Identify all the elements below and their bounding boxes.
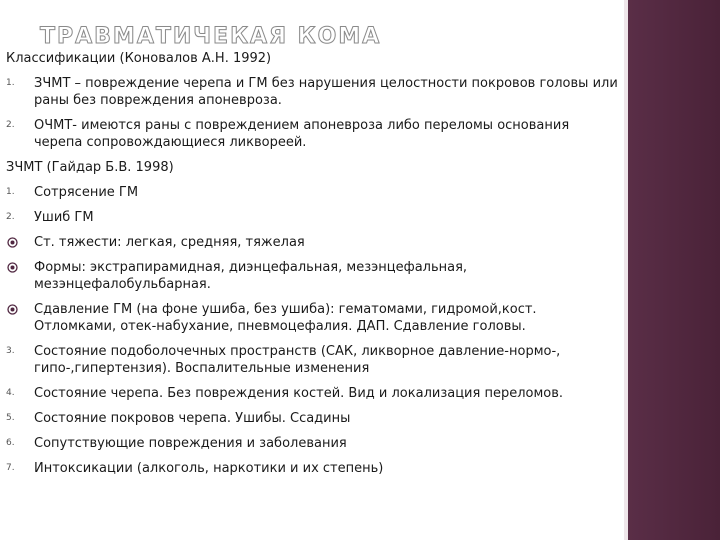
list-item <box>6 410 618 427</box>
list-item <box>6 385 618 402</box>
list-item <box>6 75 618 109</box>
section-heading-konovalov: Классификации (Коновалов А.Н. 1992) <box>6 51 272 66</box>
list-item-text: Формы: экстрапирамидная, диэнцефальная, мезэнцефальная, мезэнцефалобульбарная. <box>34 260 468 292</box>
section-heading-gaidar: ЗЧМТ (Гайдар Б.В. 1998) <box>6 160 174 175</box>
slide-content <box>6 50 618 485</box>
list-marker: 1. <box>6 187 15 197</box>
bullet-icon <box>7 304 18 315</box>
list-item-text: Состояние покровов черепа. Ушибы. Ссадины <box>34 411 351 426</box>
list-marker: 6. <box>6 438 15 448</box>
bullet-icon <box>7 237 18 248</box>
list-item-text: ОЧМТ- имеются раны с повреждением апоневроза либо переломы основания черепа сопровождающиеся ликвореей. <box>34 118 570 150</box>
list-item-text: Ст. тяжести: легкая, средняя, тяжелая <box>34 235 305 250</box>
bullet-icon <box>7 262 18 273</box>
list-item-text: ЗЧМТ – повреждение черепа и ГМ без нарушения целостности покровов головы или раны без повреждения апоневроза. <box>34 76 618 108</box>
list-item-text: Ушиб ГМ <box>34 210 94 225</box>
classification-list-gaidar <box>6 184 618 477</box>
list-marker: 2. <box>6 212 15 222</box>
list-marker: 2. <box>6 120 15 130</box>
list-item-text: Сотрясение ГМ <box>34 185 139 200</box>
list-item-text: Сопутствующие повреждения и заболевания <box>34 436 347 451</box>
classification-list-konovalov <box>6 75 618 151</box>
list-marker: 3. <box>6 346 15 356</box>
decorative-sidebar <box>628 0 720 540</box>
list-item-text: Интоксикации (алкоголь, наркотики и их степень) <box>34 461 384 476</box>
list-item <box>6 460 618 477</box>
list-item <box>6 209 618 226</box>
list-item-text: Состояние подоболочечных пространств (САК, ликворное давление-нормо-, гипо-,гипертензия). Воспалительные изменения <box>34 344 561 376</box>
list-marker: 4. <box>6 388 15 398</box>
list-item <box>6 259 618 293</box>
slide-title: ТРАВМАТИЧЕКАЯ КОМА <box>40 24 382 49</box>
list-item <box>6 234 618 251</box>
list-marker: 1. <box>6 78 15 88</box>
list-marker: 5. <box>6 413 15 423</box>
list-item <box>6 435 618 452</box>
list-item <box>6 117 618 151</box>
list-item-text: Сдавление ГМ (на фоне ушиба, без ушиба): гематомами, гидромой,кост. Отломками, отек-набухание, пневмоцефалия. ДАП. Сдавление головы. <box>34 302 537 334</box>
list-item-text: Состояние черепа. Без повреждения костей. Вид и локализация переломов. <box>34 386 564 401</box>
list-item <box>6 301 618 335</box>
list-item <box>6 343 618 377</box>
list-marker: 7. <box>6 463 15 473</box>
list-item <box>6 184 618 201</box>
